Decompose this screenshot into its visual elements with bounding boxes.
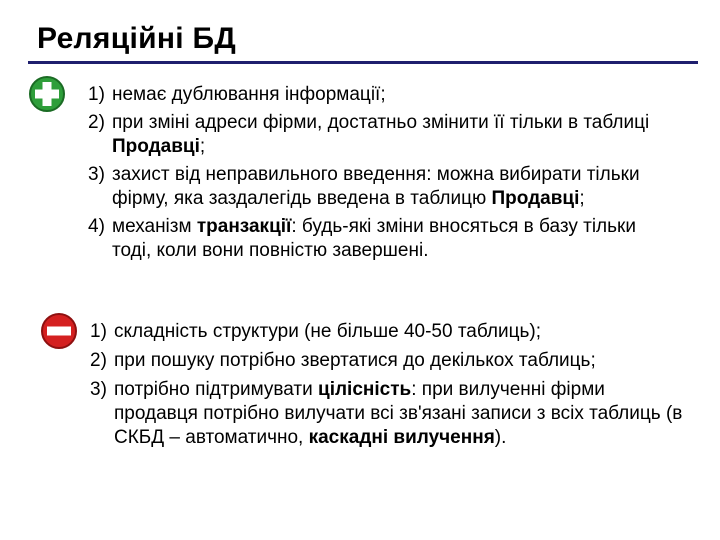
disadvantages-list <box>90 320 690 455</box>
item-text-end: ; <box>199 136 206 157</box>
title-underline <box>28 61 698 64</box>
item-bold-text: цілісність <box>318 379 412 400</box>
list-item <box>90 378 690 450</box>
item-text-end: ; <box>579 188 585 209</box>
item-number: 1) <box>88 84 105 105</box>
item-text: немає дублювання інформації; <box>112 84 386 105</box>
plus-icon <box>28 75 66 113</box>
list-item <box>90 320 690 344</box>
item-number: 3) <box>88 164 105 185</box>
list-item <box>88 163 668 211</box>
list-item <box>90 349 690 373</box>
item-text-end: ). <box>494 427 507 448</box>
item-text: складність структури (не більше 40-50 таблиць); <box>114 321 541 342</box>
item-text-middle: : при вилученні фірми продавця потрібно вилучати всі зв'язані записи з всіх таблиць (в СКБД – автоматично, <box>114 379 683 448</box>
item-text-end: : будь-які зміни вносяться в базу тільки тоді, коли вони повністю завершені. <box>112 216 636 261</box>
item-text: при зміні адреси фірми, достатньо змінити її тільки в таблиці <box>112 112 650 133</box>
page-title: Реляційні БД <box>37 22 237 55</box>
list-item <box>88 83 668 107</box>
list-item <box>88 111 668 159</box>
item-bold-text-2: каскадні вилучення <box>308 427 495 448</box>
item-text: захист від неправильного введення: можна вибирати тільки фірму, яка заздалегідь введена в таблицю <box>112 164 640 209</box>
item-number: 1) <box>90 321 107 342</box>
item-number: 3) <box>90 379 107 400</box>
item-text: потрібно підтримувати <box>114 379 319 400</box>
item-text: механізм <box>112 216 197 237</box>
item-bold-text: транзакції <box>196 216 292 237</box>
item-bold-text: Продавці <box>491 188 580 209</box>
item-number: 4) <box>88 216 105 237</box>
advantages-list <box>88 83 668 267</box>
item-text: при пошуку потрібно звертатися до декількох таблиць; <box>114 350 596 371</box>
list-item <box>88 215 668 263</box>
item-number: 2) <box>90 350 107 371</box>
item-bold-text: Продавці <box>112 136 200 157</box>
minus-icon <box>40 312 78 350</box>
item-number: 2) <box>88 112 105 133</box>
